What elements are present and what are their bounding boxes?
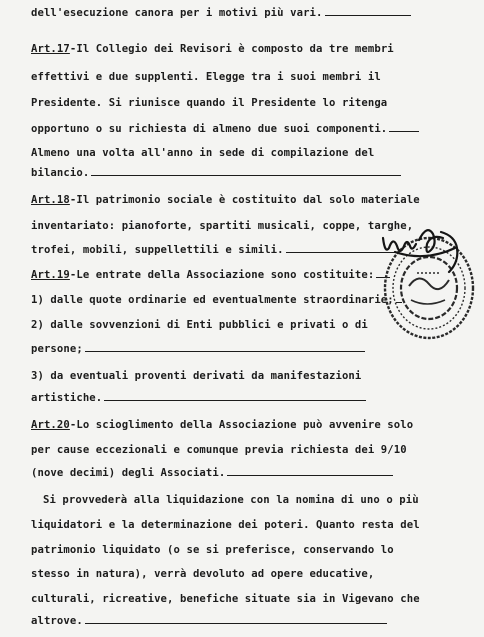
text-line: 3) da eventuali proventi derivati da manifestazioni [31, 370, 362, 382]
article-number: Art.18 [31, 194, 70, 206]
article-17-line: Art.17-Il Collegio dei Revisori è composto da tre membri [31, 43, 394, 55]
text-line: persone; [31, 342, 365, 356]
article-number: Art.19 [31, 269, 70, 281]
fill-line [227, 466, 393, 476]
article-number: Art.17 [31, 43, 70, 55]
text-line: Presidente. Si riunisce quando il Presidente lo ritenga [31, 97, 388, 109]
text-line: Si provvederà alla liquidazione con la nomina di uno o più [43, 494, 419, 506]
text-line: trofei, mobili, suppellettili e simili. [31, 243, 396, 257]
text-line: Almeno una volta all'anno in sede di compilazione del [31, 147, 375, 159]
article-number: Art.20 [31, 419, 70, 431]
article-19-line: Art.19-Le entrate della Associazione sono costituite: [31, 268, 390, 282]
text-line: culturali, ricreative, benefiche situate sia in Vigevano che [31, 593, 420, 605]
text-line: (nove decimi) degli Associati. [31, 466, 393, 480]
fill-line [85, 342, 365, 352]
text-line: per cause eccezionali e comunque previa richiesta dei 9/10 [31, 444, 407, 456]
fill-line [85, 614, 387, 624]
fill-line [91, 166, 401, 176]
official-stamp-with-signature [375, 218, 479, 348]
text-line: opportuno o su richiesta di almeno due suoi componenti. [31, 122, 419, 136]
text-line: stesso in natura), verrà devoluto ad opere educative, [31, 568, 375, 580]
fill-line [389, 122, 419, 132]
text-line: artistiche. [31, 391, 366, 405]
text-line: bilancio. [31, 166, 401, 180]
article-20-line: Art.20-Lo scioglimento della Associazione può avvenire solo [31, 419, 414, 431]
text-line: dell'esecuzione canora per i motivi più vari. [31, 6, 411, 20]
fill-line [325, 6, 411, 16]
text-line: inventariato: pianoforte, spartiti musicali, coppe, targhe, [31, 220, 414, 232]
text-line: patrimonio liquidato (o se si preferisce, conservando lo [31, 544, 394, 556]
text-line: liquidatori e la determinazione dei poteri. Quanto resta del [31, 519, 420, 531]
text-line: effettivi e due supplenti. Elegge tra i suoi membri il [31, 71, 381, 83]
fill-line [104, 391, 366, 401]
article-18-line: Art.18-Il patrimonio sociale è costituito dal solo materiale [31, 194, 420, 206]
text-line: 2) dalle sovvenzioni di Enti pubblici e privati o di [31, 319, 368, 331]
text-line: 1) dalle quote ordinarie ed eventualmente straordinarie; [31, 293, 402, 307]
text-line: altrove. [31, 614, 387, 628]
